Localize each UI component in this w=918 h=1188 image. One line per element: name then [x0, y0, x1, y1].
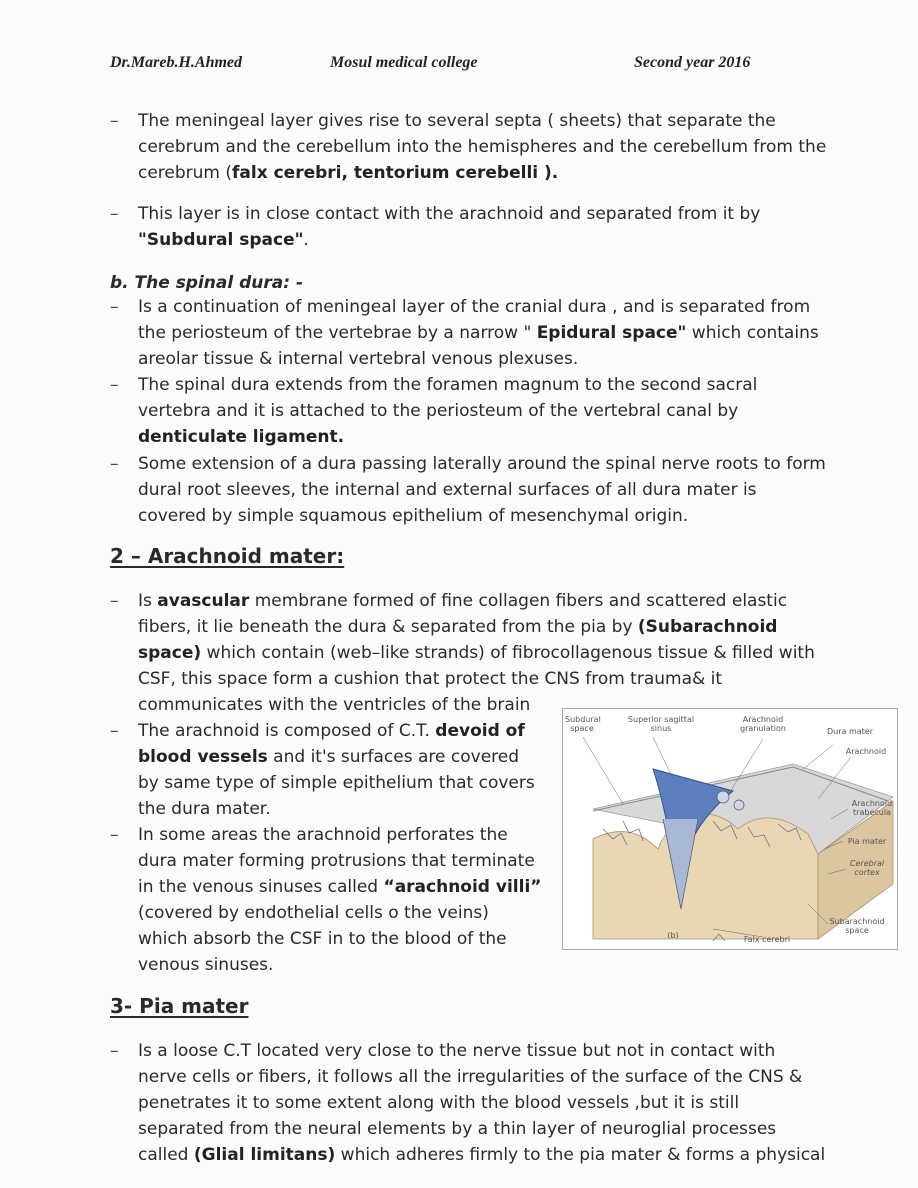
label-arachnoid-trabecula: Arachnoid trabecula: [851, 799, 893, 817]
meninges-illustration: [563, 709, 897, 949]
bullet-dash: –: [110, 111, 119, 131]
label-subdural-space: Subdural space: [565, 715, 601, 733]
paragraph-arachnoid-composition: The arachnoid is composed of C.T. devoid of blood vessels and it's surfaces are covered by same type of simple epithelium that covers the dura mater.: [138, 721, 535, 819]
paragraph-arachnoid-villi: In some areas the arachnoid perforates the dura mater forming protrusions that terminate in the venous sinuses called “arachnoid villi” (covered by endothelial cells o the veins) which absorb the CSF in to the blood of the venous sinuses.: [138, 825, 542, 975]
header-author: Dr.Mareb.H.Ahmed: [110, 54, 243, 71]
label-arachnoid-granulation: Arachnoid granulation: [740, 715, 786, 733]
paragraph-root-sleeves: Some extension of a dura passing laterally around the spinal nerve roots to form dural root sleeves, the internal and external surfaces of all dura mater is covered by simple squamous epithelium of mesenchymal origin.: [138, 454, 826, 526]
label-dura-mater: Dura mater: [826, 727, 873, 736]
paragraph-epidural: Is a continuation of meningeal layer of the cranial dura , and is separated from the periosteum of the vertebrae by a narrow " Epidural space" which contains areolar tissue & internal vertebral venous plexuses.: [138, 297, 819, 369]
paragraph-septa: The meningeal layer gives rise to several septa ( sheets) that separate the cerebrum and the cerebellum into the hemispheres and the cerebellum from the cerebrum (falx cerebri, tentorium cerebelli ).: [138, 111, 827, 183]
bullet-dash: –: [110, 297, 119, 317]
paragraph-denticulate: The spinal dura extends from the foramen magnum to the second sacral vertebra and it is attached to the periosteum of the vertebral canal by denticulate ligament.: [138, 375, 758, 447]
label-falx-cerebri: Falx cerebri: [743, 935, 791, 944]
bullet-dash: –: [110, 825, 119, 845]
paragraph-pia: Is a loose C.T located very close to the nerve tissue but not in contact with nerve cells or fibers, it follows all the irregularities of the surface of the CNS & penetrates it to some extent along with the blood vessels ,but it is still separated from the neural elements by a thin layer of neuroglial processes called (Glial limitans) which adheres firmly to the pia mater & forms a physical: [138, 1041, 826, 1165]
bullet-dash: –: [110, 591, 119, 611]
label-superior-sagittal-sinus: Superior sagittal sinus: [627, 715, 695, 733]
header-college: Mosul medical college: [330, 54, 478, 71]
spinal-dura-heading: b. The spinal dura: -: [110, 273, 304, 293]
bullet-dash: –: [110, 721, 119, 741]
bullet-dash: –: [110, 375, 119, 395]
header-year: Second year 2016: [634, 54, 751, 71]
section-pia-title: 3- Pia mater: [110, 994, 249, 1018]
page-header: [0, 50, 918, 74]
paragraph-subdural: This layer is in close contact with the arachnoid and separated from it by "Subdural space".: [138, 204, 761, 250]
meninges-figure: [562, 708, 898, 950]
label-figure-part: (b): [667, 931, 679, 940]
label-subarachnoid-space: Subarachnoid space: [829, 917, 885, 935]
section-arachnoid-title: 2 – Arachnoid mater:: [110, 544, 345, 568]
bullet-dash: –: [110, 1041, 119, 1061]
label-pia-mater: Pia mater: [847, 837, 887, 846]
paragraph-avascular: Is avascular membrane formed of fine collagen fibers and scattered elastic fibers, it lie beneath the dura & separated from the pia by (Subarachnoid space) which contain (web–like strands) of fibrocollagenous tissue & filled with CSF, this space form a cushion that protect the CNS from trauma& it communicates with the ventricles of the brain: [138, 591, 815, 715]
label-arachnoid: Arachnoid: [845, 747, 887, 756]
bullet-dash: –: [110, 204, 119, 224]
bullet-dash: –: [110, 454, 119, 474]
label-cerebral-cortex: Cerebral cortex: [849, 859, 885, 877]
